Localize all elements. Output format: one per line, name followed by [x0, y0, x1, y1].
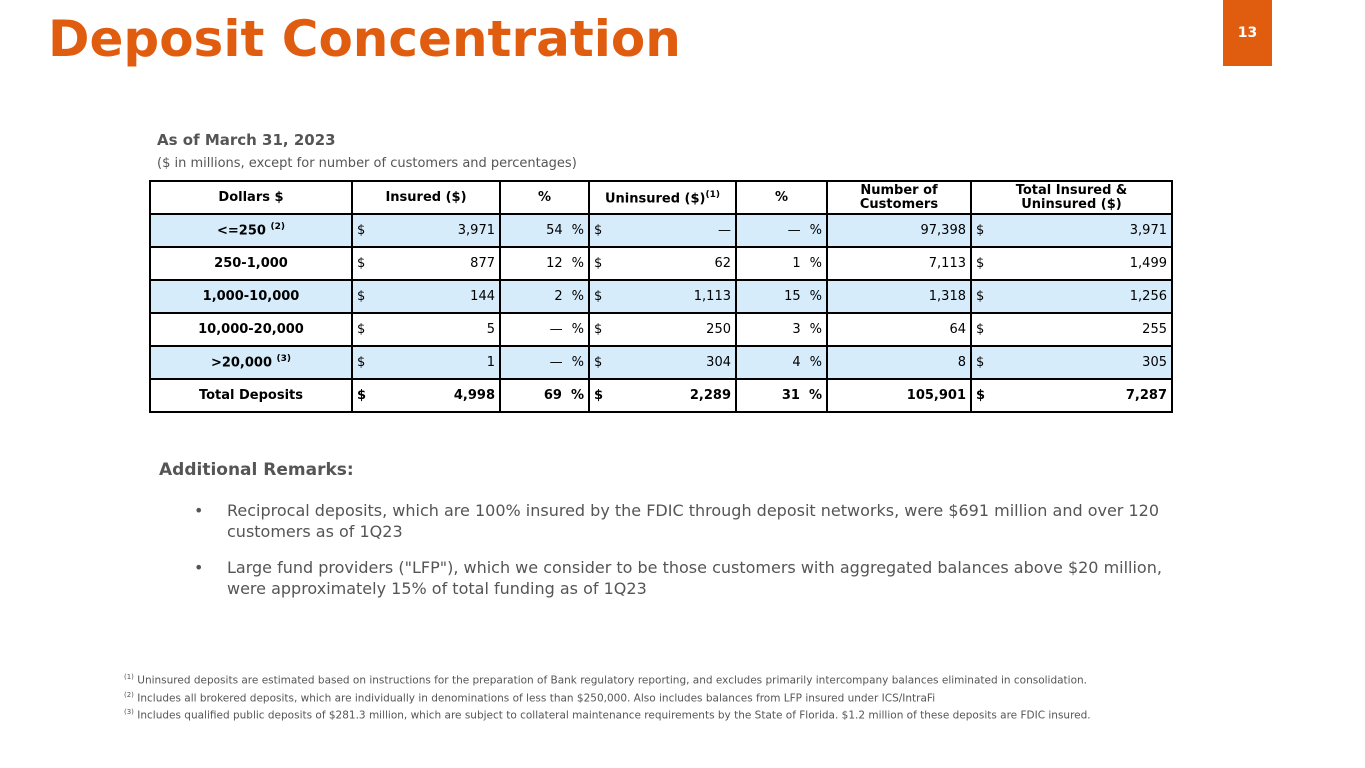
- list-item: [190, 500, 1170, 542]
- page-number-badge: 13: [1223, 0, 1272, 66]
- table-row: [150, 346, 1172, 379]
- total-value: 1,256: [1129, 289, 1167, 304]
- header-uninsured: Uninsured ($)$^{(1)}$: [589, 181, 736, 214]
- uninsured-value: —: [718, 223, 731, 238]
- insured-pct-value: —: [549, 322, 563, 337]
- currency-symbol: $: [976, 256, 985, 271]
- uninsured-cell: [589, 280, 736, 313]
- table-row: [150, 313, 1172, 346]
- uninsured-value: 304: [706, 355, 731, 370]
- row-category: [150, 214, 352, 247]
- insured-value: 144: [470, 289, 495, 304]
- percent-symbol: %: [809, 289, 822, 304]
- header-dollars: Dollars $: [150, 181, 352, 214]
- insured-pct-cell: [500, 313, 589, 346]
- uninsured-pct-cell: [736, 379, 827, 412]
- currency-symbol: $: [594, 388, 604, 403]
- total-value: 1,499: [1129, 256, 1167, 271]
- uninsured-pct-value: 3: [792, 322, 801, 337]
- total-cell: [971, 313, 1172, 346]
- uninsured-cell: [589, 313, 736, 346]
- insured-pct-cell: [500, 379, 589, 412]
- insured-cell: [352, 280, 500, 313]
- customers-value: 8: [957, 355, 966, 370]
- insured-pct-value: 12: [546, 256, 563, 271]
- uninsured-value: 2,289: [689, 388, 731, 403]
- total-cell: [971, 346, 1172, 379]
- percent-symbol: %: [809, 256, 822, 271]
- table-row: [150, 247, 1172, 280]
- uninsured-pct-cell: [736, 313, 827, 346]
- currency-symbol: $: [357, 388, 367, 403]
- header-customers: Number of Customers: [827, 181, 971, 214]
- currency-symbol: $: [357, 256, 366, 271]
- customers-cell: [827, 313, 971, 346]
- footnote: $^{(3)}$ Includes qualified public deposits of $281.3 million, which are subject to collateral maintenance requirements by the State of Florida. $1.2 million of these deposits are FDIC insured.: [124, 708, 1091, 722]
- currency-symbol: $: [594, 289, 603, 304]
- currency-symbol: $: [976, 322, 985, 337]
- percent-symbol: %: [571, 355, 584, 370]
- row-category: [150, 313, 352, 346]
- insured-pct-value: 2: [554, 289, 563, 304]
- total-cell: [971, 280, 1172, 313]
- insured-value: 5: [486, 322, 495, 337]
- header-insured: Insured ($): [352, 181, 500, 214]
- bullet-icon: •: [194, 501, 204, 520]
- row-category: [150, 346, 352, 379]
- customers-value: 97,398: [920, 223, 966, 238]
- currency-symbol: $: [594, 355, 603, 370]
- insured-value: 4,998: [453, 388, 495, 403]
- currency-symbol: $: [976, 289, 985, 304]
- uninsured-pct-value: 15: [784, 289, 801, 304]
- currency-symbol: $: [976, 355, 985, 370]
- category-label: 250-1,000: [214, 256, 288, 271]
- total-value: 7,287: [1125, 388, 1167, 403]
- insured-pct-value: —: [549, 355, 563, 370]
- percent-symbol: %: [571, 223, 584, 238]
- percent-symbol: %: [809, 322, 822, 337]
- insured-value: 1: [486, 355, 495, 370]
- insured-pct-cell: [500, 346, 589, 379]
- uninsured-pct-value: 31: [781, 388, 800, 403]
- table-row: [150, 379, 1172, 412]
- customers-value: 1,318: [928, 289, 966, 304]
- uninsured-pct-value: —: [787, 223, 801, 238]
- uninsured-cell: [589, 379, 736, 412]
- remark-text: Large fund providers ("LFP"), which we consider to be those customers with aggregated balances above $20 million, were approximately 15% of total funding as of 1Q23: [227, 558, 1162, 598]
- currency-symbol: $: [357, 322, 366, 337]
- percent-symbol: %: [570, 388, 584, 403]
- insured-cell: [352, 379, 500, 412]
- percent-symbol: %: [808, 388, 822, 403]
- remarks-title: Additional Remarks:: [159, 460, 354, 480]
- customers-cell: [827, 247, 971, 280]
- currency-symbol: $: [594, 322, 603, 337]
- footnote-marker: (3): [276, 354, 292, 365]
- insured-value: 877: [470, 256, 495, 271]
- insured-value: 3,971: [457, 223, 495, 238]
- as-of-date: As of March 31, 2023: [157, 131, 336, 149]
- insured-pct-cell: [500, 214, 589, 247]
- list-item: [190, 557, 1170, 599]
- footnotes: [124, 670, 1224, 723]
- currency-symbol: $: [594, 256, 603, 271]
- header-insured-pct: %: [500, 181, 589, 214]
- insured-pct-value: 69: [543, 388, 562, 403]
- category-label: 1,000-10,000: [202, 289, 300, 304]
- customers-cell: [827, 379, 971, 412]
- percent-symbol: %: [809, 223, 822, 238]
- total-value: 3,971: [1129, 223, 1167, 238]
- uninsured-value: 1,113: [693, 289, 731, 304]
- table-row: [150, 280, 1172, 313]
- customers-value: 64: [949, 322, 966, 337]
- uninsured-pct-cell: [736, 214, 827, 247]
- currency-symbol: $: [976, 223, 985, 238]
- uninsured-pct-value: 1: [792, 256, 801, 271]
- insured-cell: [352, 313, 500, 346]
- category-label: 10,000-20,000: [198, 322, 304, 337]
- percent-symbol: %: [571, 289, 584, 304]
- insured-cell: [352, 247, 500, 280]
- table-row: [150, 214, 1172, 247]
- currency-symbol: $: [594, 223, 603, 238]
- insured-pct-cell: [500, 280, 589, 313]
- header-uninsured-pct: %: [736, 181, 827, 214]
- customers-value: 105,901: [906, 388, 966, 403]
- percent-symbol: %: [809, 355, 822, 370]
- customers-cell: [827, 214, 971, 247]
- customers-cell: [827, 280, 971, 313]
- uninsured-cell: [589, 214, 736, 247]
- footnote: $^{(1)}$ Uninsured deposits are estimated based on instructions for the preparation of Bank regulatory reporting, and excludes primarily intercompany balances eliminated in consolidation.: [124, 673, 1088, 687]
- total-cell: [971, 247, 1172, 280]
- insured-cell: [352, 346, 500, 379]
- uninsured-pct-cell: [736, 346, 827, 379]
- customers-cell: [827, 346, 971, 379]
- currency-symbol: $: [976, 388, 986, 403]
- table-header-row: [150, 181, 1172, 214]
- uninsured-pct-value: 4: [792, 355, 801, 370]
- remark-text: Reciprocal deposits, which are 100% insured by the FDIC through deposit networks, were $691 million and over 120 customers as of 1Q23: [227, 501, 1159, 541]
- bullet-icon: •: [194, 558, 204, 577]
- page-title: Deposit Concentration: [48, 10, 681, 68]
- uninsured-cell: [589, 247, 736, 280]
- row-category: [150, 280, 352, 313]
- uninsured-value: 250: [706, 322, 731, 337]
- header-total: Total Insured & Uninsured ($): [971, 181, 1172, 214]
- category-label: <=250: [217, 223, 266, 239]
- percent-symbol: %: [571, 322, 584, 337]
- customers-value: 7,113: [928, 256, 966, 271]
- deposit-concentration-table: [149, 180, 1173, 413]
- total-value: 305: [1142, 355, 1167, 370]
- total-value: 255: [1142, 322, 1167, 337]
- category-label: Total Deposits: [198, 388, 304, 403]
- uninsured-pct-cell: [736, 247, 827, 280]
- percent-symbol: %: [571, 256, 584, 271]
- footnote-marker: (2): [270, 222, 285, 233]
- row-category: [150, 247, 352, 280]
- row-category: [150, 379, 352, 412]
- uninsured-cell: [589, 346, 736, 379]
- currency-symbol: $: [357, 289, 366, 304]
- insured-cell: [352, 214, 500, 247]
- currency-symbol: $: [357, 223, 366, 238]
- insured-pct-cell: [500, 247, 589, 280]
- insured-pct-value: 54: [546, 223, 563, 238]
- total-cell: [971, 379, 1172, 412]
- footnote: $^{(2)}$ Includes all brokered deposits, which are individually in denominations of less than $250,000. Also includes balances from LFP insured under ICS/IntraFi: [124, 690, 936, 704]
- uninsured-pct-cell: [736, 280, 827, 313]
- remarks-list: [190, 500, 1170, 614]
- total-cell: [971, 214, 1172, 247]
- uninsured-value: 62: [714, 256, 731, 271]
- currency-symbol: $: [357, 355, 366, 370]
- category-label: >20,000: [210, 355, 273, 371]
- units-note: ($ in millions, except for number of customers and percentages): [157, 156, 577, 171]
